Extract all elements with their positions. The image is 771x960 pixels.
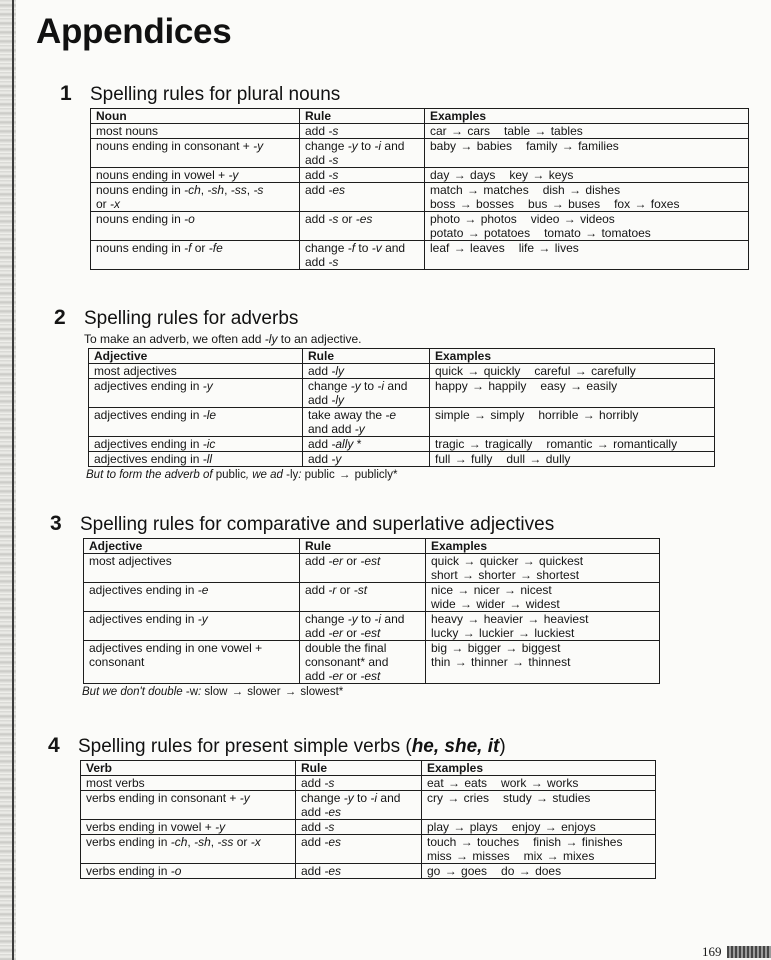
- section-number: 1: [60, 82, 72, 105]
- examples-cell: match → matches dish → dishes boss → bosses bus → buses fox → foxes: [425, 183, 749, 212]
- table-row: [91, 124, 749, 139]
- table-row: [89, 408, 715, 437]
- rule-cell: add -y: [303, 452, 430, 467]
- category-cell: most verbs: [81, 776, 296, 791]
- category-cell: adjectives ending in -e: [84, 583, 300, 612]
- examples-cell: big → bigger → biggest thin → thinner → thinnest: [426, 641, 660, 684]
- examples-cell: quick → quickly careful → carefully: [430, 364, 715, 379]
- section-title: Spelling rules for plural nouns: [90, 84, 341, 105]
- examples-cell: leaf → leaves life → lives: [425, 241, 749, 270]
- section-heading: [48, 734, 656, 758]
- rules-table: [90, 108, 749, 270]
- rule-cell: add -s: [296, 776, 422, 791]
- examples-cell: go → goes do → does: [422, 864, 656, 879]
- category-cell: adjectives ending in one vowel + consonant: [84, 641, 300, 684]
- column-header: Rule: [300, 109, 425, 124]
- rule-cell: add -ly: [303, 364, 430, 379]
- rule-cell: change -f to -v and add -s: [300, 241, 425, 270]
- table-row: [84, 641, 660, 684]
- table-row: [81, 776, 656, 791]
- category-cell: verbs ending in consonant + -y: [81, 791, 296, 820]
- section-number: 3: [50, 512, 62, 535]
- category-cell: nouns ending in -f or -fe: [91, 241, 300, 270]
- table-row: [89, 364, 715, 379]
- table-row: [89, 379, 715, 408]
- column-header: Rule: [296, 761, 422, 776]
- section-heading: [54, 306, 715, 330]
- table-row: [91, 139, 749, 168]
- category-cell: nouns ending in -o: [91, 212, 300, 241]
- examples-cell: tragic → tragically romantic → romantically: [430, 437, 715, 452]
- column-header: Adjective: [84, 539, 300, 554]
- examples-cell: play → plays enjoy → enjoys: [422, 820, 656, 835]
- rule-cell: add -s: [300, 168, 425, 183]
- footnote: But to form the adverb of public, we ad -ly: public → publicly*: [86, 469, 398, 481]
- examples-cell: nice → nicer → nicest wide → wider → widest: [426, 583, 660, 612]
- rule-cell: change -y to -i and add -es: [296, 791, 422, 820]
- rules-table: [83, 538, 660, 684]
- rule-cell: change -y to -i and add -ly: [303, 379, 430, 408]
- rule-cell: add -es: [300, 183, 425, 212]
- section-title: Spelling rules for present simple verbs (he, she, it): [78, 736, 506, 757]
- table-row: [89, 437, 715, 452]
- table-row: [81, 864, 656, 879]
- section-comparatives: [50, 512, 660, 698]
- table-row: [91, 168, 749, 183]
- column-header: Noun: [91, 109, 300, 124]
- rule-cell: add -s: [296, 820, 422, 835]
- footnote: But we don't double -w: slow → slower → slowest*: [82, 686, 344, 698]
- examples-cell: touch → touches finish → finishes miss → misses mix → mixes: [422, 835, 656, 864]
- table-row: [81, 820, 656, 835]
- rules-table: [80, 760, 656, 879]
- category-cell: most adjectives: [84, 554, 300, 583]
- table-row: [84, 612, 660, 641]
- table-row: [91, 241, 749, 270]
- category-cell: adjectives ending in -y: [84, 612, 300, 641]
- category-cell: nouns ending in -ch, -sh, -ss, -s or -x: [91, 183, 300, 212]
- examples-cell: baby → babies family → families: [425, 139, 749, 168]
- page-number: 169: [702, 944, 722, 959]
- section-plural-nouns: [60, 82, 749, 270]
- section-number: 2: [54, 306, 66, 329]
- examples-cell: happy → happily easy → easily: [430, 379, 715, 408]
- section-heading: [60, 82, 749, 106]
- category-cell: adjectives ending in -ll: [89, 452, 303, 467]
- category-cell: most adjectives: [89, 364, 303, 379]
- rule-cell: add -es: [296, 835, 422, 864]
- table-row: [91, 183, 749, 212]
- rule-cell: add -ally *: [303, 437, 430, 452]
- examples-cell: heavy → heavier → heaviest lucky → luckier → luckiest: [426, 612, 660, 641]
- page-binding-line: [12, 0, 14, 960]
- column-header: Rule: [303, 349, 430, 364]
- examples-cell: photo → photos video → videos potato → potatoes tomato → tomatoes: [425, 212, 749, 241]
- rules-table: [88, 348, 715, 467]
- rule-cell: change -y to -i and add -er or -est: [300, 612, 426, 641]
- examples-cell: full → fully dull → dully: [430, 452, 715, 467]
- table-row: [89, 452, 715, 467]
- column-header: Adjective: [89, 349, 303, 364]
- table-row: [91, 212, 749, 241]
- examples-cell: day → days key → keys: [425, 168, 749, 183]
- section-present-simple: [48, 734, 656, 879]
- column-header: Examples: [426, 539, 660, 554]
- rule-cell: add -s or -es: [300, 212, 425, 241]
- section-number: 4: [48, 734, 60, 757]
- table-row: [81, 835, 656, 864]
- column-header: Rule: [300, 539, 426, 554]
- rule-cell: double the final consonant* and add -er or -est: [300, 641, 426, 684]
- category-cell: adjectives ending in -ic: [89, 437, 303, 452]
- category-cell: adjectives ending in -le: [89, 408, 303, 437]
- rule-cell: add -es: [296, 864, 422, 879]
- category-cell: adjectives ending in -y: [89, 379, 303, 408]
- category-cell: verbs ending in -ch, -sh, -ss or -x: [81, 835, 296, 864]
- section-adverbs: [54, 306, 715, 481]
- examples-cell: car → cars table → tables: [425, 124, 749, 139]
- page-title: Appendices: [36, 12, 232, 51]
- rule-cell: add -r or -st: [300, 583, 426, 612]
- section-heading: [50, 512, 660, 536]
- column-header: Examples: [422, 761, 656, 776]
- page-corner-mark: [727, 946, 771, 958]
- examples-cell: cry → cries study → studies: [422, 791, 656, 820]
- rule-cell: add -s: [300, 124, 425, 139]
- column-header: Examples: [425, 109, 749, 124]
- examples-cell: quick → quicker → quickest short → shorter → shortest: [426, 554, 660, 583]
- column-header: Examples: [430, 349, 715, 364]
- rule-cell: add -er or -est: [300, 554, 426, 583]
- category-cell: nouns ending in consonant + -y: [91, 139, 300, 168]
- category-cell: verbs ending in -o: [81, 864, 296, 879]
- table-row: [84, 583, 660, 612]
- column-header: Verb: [81, 761, 296, 776]
- category-cell: verbs ending in vowel + -y: [81, 820, 296, 835]
- section-title: Spelling rules for comparative and superlative adjectives: [80, 514, 555, 535]
- rule-cell: take away the -e and add -y: [303, 408, 430, 437]
- table-row: [81, 791, 656, 820]
- section-intro: To make an adverb, we often add -ly to an adjective.: [84, 332, 362, 346]
- table-row: [84, 554, 660, 583]
- section-title: Spelling rules for adverbs: [84, 308, 299, 329]
- rule-cell: change -y to -i and add -s: [300, 139, 425, 168]
- category-cell: nouns ending in vowel + -y: [91, 168, 300, 183]
- category-cell: most nouns: [91, 124, 300, 139]
- examples-cell: simple → simply horrible → horribly: [430, 408, 715, 437]
- examples-cell: eat → eats work → works: [422, 776, 656, 791]
